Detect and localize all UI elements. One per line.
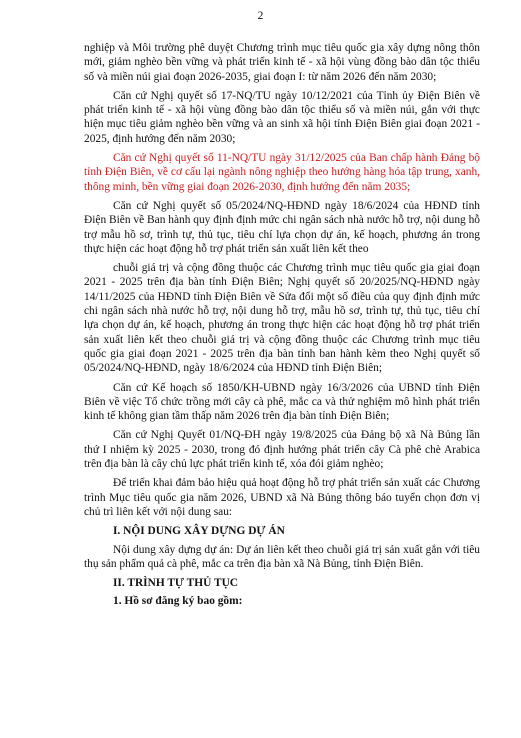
document-body: [84, 41, 480, 613]
paragraph-announcement: Để triển khai đảm bảo hiệu quả hoạt động hỗ trợ phát triển sản xuất các Chương trình Mục tiêu quốc gia năm 2026, UBND xã Nà Bủng thông báo tuyển chọn đơn vị chủ trì liên kết với nội dung sau:: [84, 477, 480, 518]
section-2-heading: II. TRÌNH TỰ THỦ TỤC: [113, 577, 239, 590]
paragraph-nq-11-highlighted: Căn cứ Nghị quyết số 11-NQ/TU ngày 31/12/2025 của Ban chấp hành Đảng bộ tỉnh Điện Biên, về cơ cấu lại ngành nông nghiệp theo hướng hàng hóa tập trung, xanh, thông minh, bền vững giai đoạn 2026-2030, định hướng đến năm 2035;: [84, 152, 480, 193]
page-number: 2: [257, 10, 264, 22]
paragraph-continuation: nghiệp và Môi trường phê duyệt Chương trình mục tiêu quốc gia xây dựng nông thôn mới, giảm nghèo bền vững và phát triển kinh tế - xã hội vùng đồng bào dân tộc thiểu số và miền núi giai đoạn 2026-2035, giai đoạn I: từ năm 2026 đến năm 2030;: [84, 42, 480, 83]
section-1-heading: I. NỘI DUNG XÂY DỰNG DỰ ÁN: [113, 525, 285, 538]
paragraph-nq-05: Căn cứ Nghị quyết số 05/2024/NQ-HĐND ngày 18/6/2024 của HĐND tỉnh Điện Biên về Ban hành quy định định mức chi ngân sách nhà nước hỗ trợ, nội dung hỗ trợ mẫu hồ sơ, trình tự, thủ tục, tiêu chí lựa chọn dự án, kế hoạch, phương án trong thực hiện các hoạt động hỗ trợ phát triển sản xuất liên kết theo: [84, 199, 480, 255]
paragraph-nq-05-continued: chuỗi giá trị và cộng đồng thuộc các Chương trình mục tiêu quốc gia giai đoạn 2021 - 2025 trên địa bàn tỉnh Điện Biên; Nghị quyết số 20/2025/NQ-HĐND ngày 14/11/2025 của HĐND tỉnh Điện Biên về Sửa đổi một số điều của quy định định mức chi ngân sách nhà nước hỗ trợ, nội dung hỗ trợ, mẫu hồ sơ, trình tự, thủ tục, tiêu chí lựa chọn dự án, kế hoạch, phương án trong thực hiện các hoạt động hỗ trợ phát triển sản xuất liên kết theo chuỗi giá trị và cộng đồng thuộc các Chương trình mục tiêu quốc gia giai đoạn 2021 - 2025 trên địa bàn tỉnh ban hành kèm theo Nghị quyết số 05/2024/NQ-HĐND, ngày 18/6/2024 của HĐND tỉnh Điện Biên;: [84, 262, 480, 375]
paragraph-nq-01: Căn cứ Nghị Quyết 01/NQ-ĐH ngày 19/8/2025 của Đảng bộ xã Nà Bủng lần thứ I nhiệm kỳ 2025 - 2030, trong đó định hướng phát triển cây Cà phê chè Arabica trên địa bàn là cây chủ lực phát triển kinh tế, xóa đói giảm nghèo;: [84, 429, 480, 471]
section-2-subheading: 1. Hồ sơ đăng ký bao gồm:: [113, 595, 243, 608]
paragraph-nq-17: Căn cứ Nghị quyết số 17-NQ/TU ngày 10/12/2021 của Tỉnh ủy Điện Biên về phát triển kinh tế - xã hội vùng đồng bào dân tộc thiểu số và miền núi, gắn với thực hiện mục tiêu giảm nghèo bền vững và an sinh xã hội tỉnh Điện Biên giai đoạn 2021 - 2025, định hướng đến năm 2030;: [84, 89, 480, 145]
section-1-text: Nội dung xây dựng dự án: Dự án liên kết theo chuỗi giá trị sản xuất gắn với tiêu thụ sản phẩm quả cà phê, mắc ca trên địa bàn xã Nà Bủng, tỉnh Điện Biên.: [84, 543, 480, 570]
paragraph-kh-1850: Căn cứ Kế hoạch số 1850/KH-UBND ngày 16/3/2026 của UBND tỉnh Điện Biên về việc Tổ chức trồng mới cây cà phê, mắc ca và thử nghiệm mô hình phát triển kinh tế không gian tầm thấp năm 2026 trên địa bàn tỉnh Điện Biên;: [84, 381, 480, 423]
